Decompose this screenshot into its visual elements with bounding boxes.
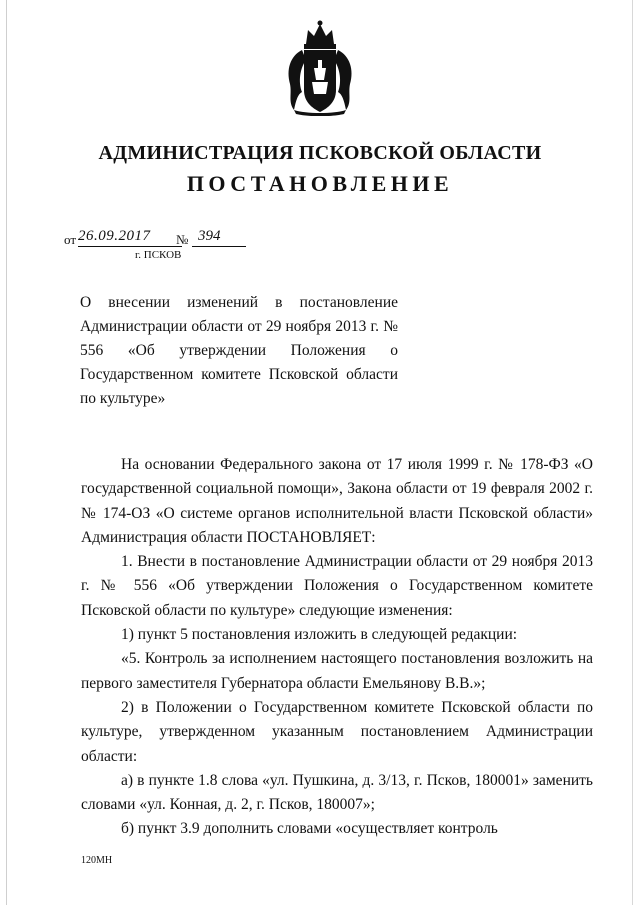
registration-line bbox=[64, 228, 264, 250]
document-body bbox=[81, 453, 593, 842]
body-paragraph: б) пункт 3.9 дополнить словами «осуществляет контроль bbox=[121, 820, 498, 838]
body-paragraph: 2) в Положении о Государственном комитете Псковской области по культуре, утвержденном указанным постановлением Администрации области: bbox=[81, 698, 593, 765]
body-paragraph: а) в пункте 1.8 слова «ул. Пушкина, д. 3/13, г. Псков, 180001» заменить словами «ул. Конная, д. 2, г. Псков, 180007»; bbox=[81, 771, 593, 814]
footer-code: 120МН bbox=[81, 855, 113, 866]
page-edge-left bbox=[6, 0, 7, 905]
date-prefix: от bbox=[64, 232, 77, 247]
document-type: ПОСТАНОВЛЕНИЕ bbox=[186, 171, 454, 196]
body-paragraph: На основании Федерального закона от 17 июля 1999 г. № 178-ФЗ «О государственной социальной помощи», Закона области от 19 февраля 2002 г. № 174-ОЗ «О системе органов исполнительной власти Псковской области» Администрация области ПОСТАНОВЛЯЕТ: bbox=[81, 456, 593, 546]
number-prefix: № bbox=[176, 232, 189, 247]
document-subject: О внесении изменений в постановление Администрации области от 29 ноября 2013 г. № 556 «Об утверждении Положения о Государственном комитете Псковской области по культуре» bbox=[80, 294, 398, 407]
page-edge-right bbox=[632, 0, 633, 905]
date-value: 26.09.2017 bbox=[78, 226, 182, 247]
coat-of-arms-icon bbox=[284, 20, 356, 116]
organization-title: АДМИНИСТРАЦИЯ ПСКОВСКОЙ ОБЛАСТИ bbox=[98, 142, 542, 164]
city-label: г. ПСКОВ bbox=[135, 249, 182, 261]
number-value: 394 bbox=[192, 226, 246, 247]
body-paragraph: 1. Внести в постановление Администрации области от 29 ноября 2013 г. № 556 «Об утверждении Положения о Государственном комитете Псковской области по культуре» следующие изменения: bbox=[81, 553, 593, 619]
body-paragraph: «5. Контроль за исполнением настоящего постановления возложить на первого заместителя Губернатора области Емельянову В.В.»; bbox=[81, 650, 593, 692]
body-paragraph: 1) пункт 5 постановления изложить в следующей редакции: bbox=[121, 626, 518, 644]
